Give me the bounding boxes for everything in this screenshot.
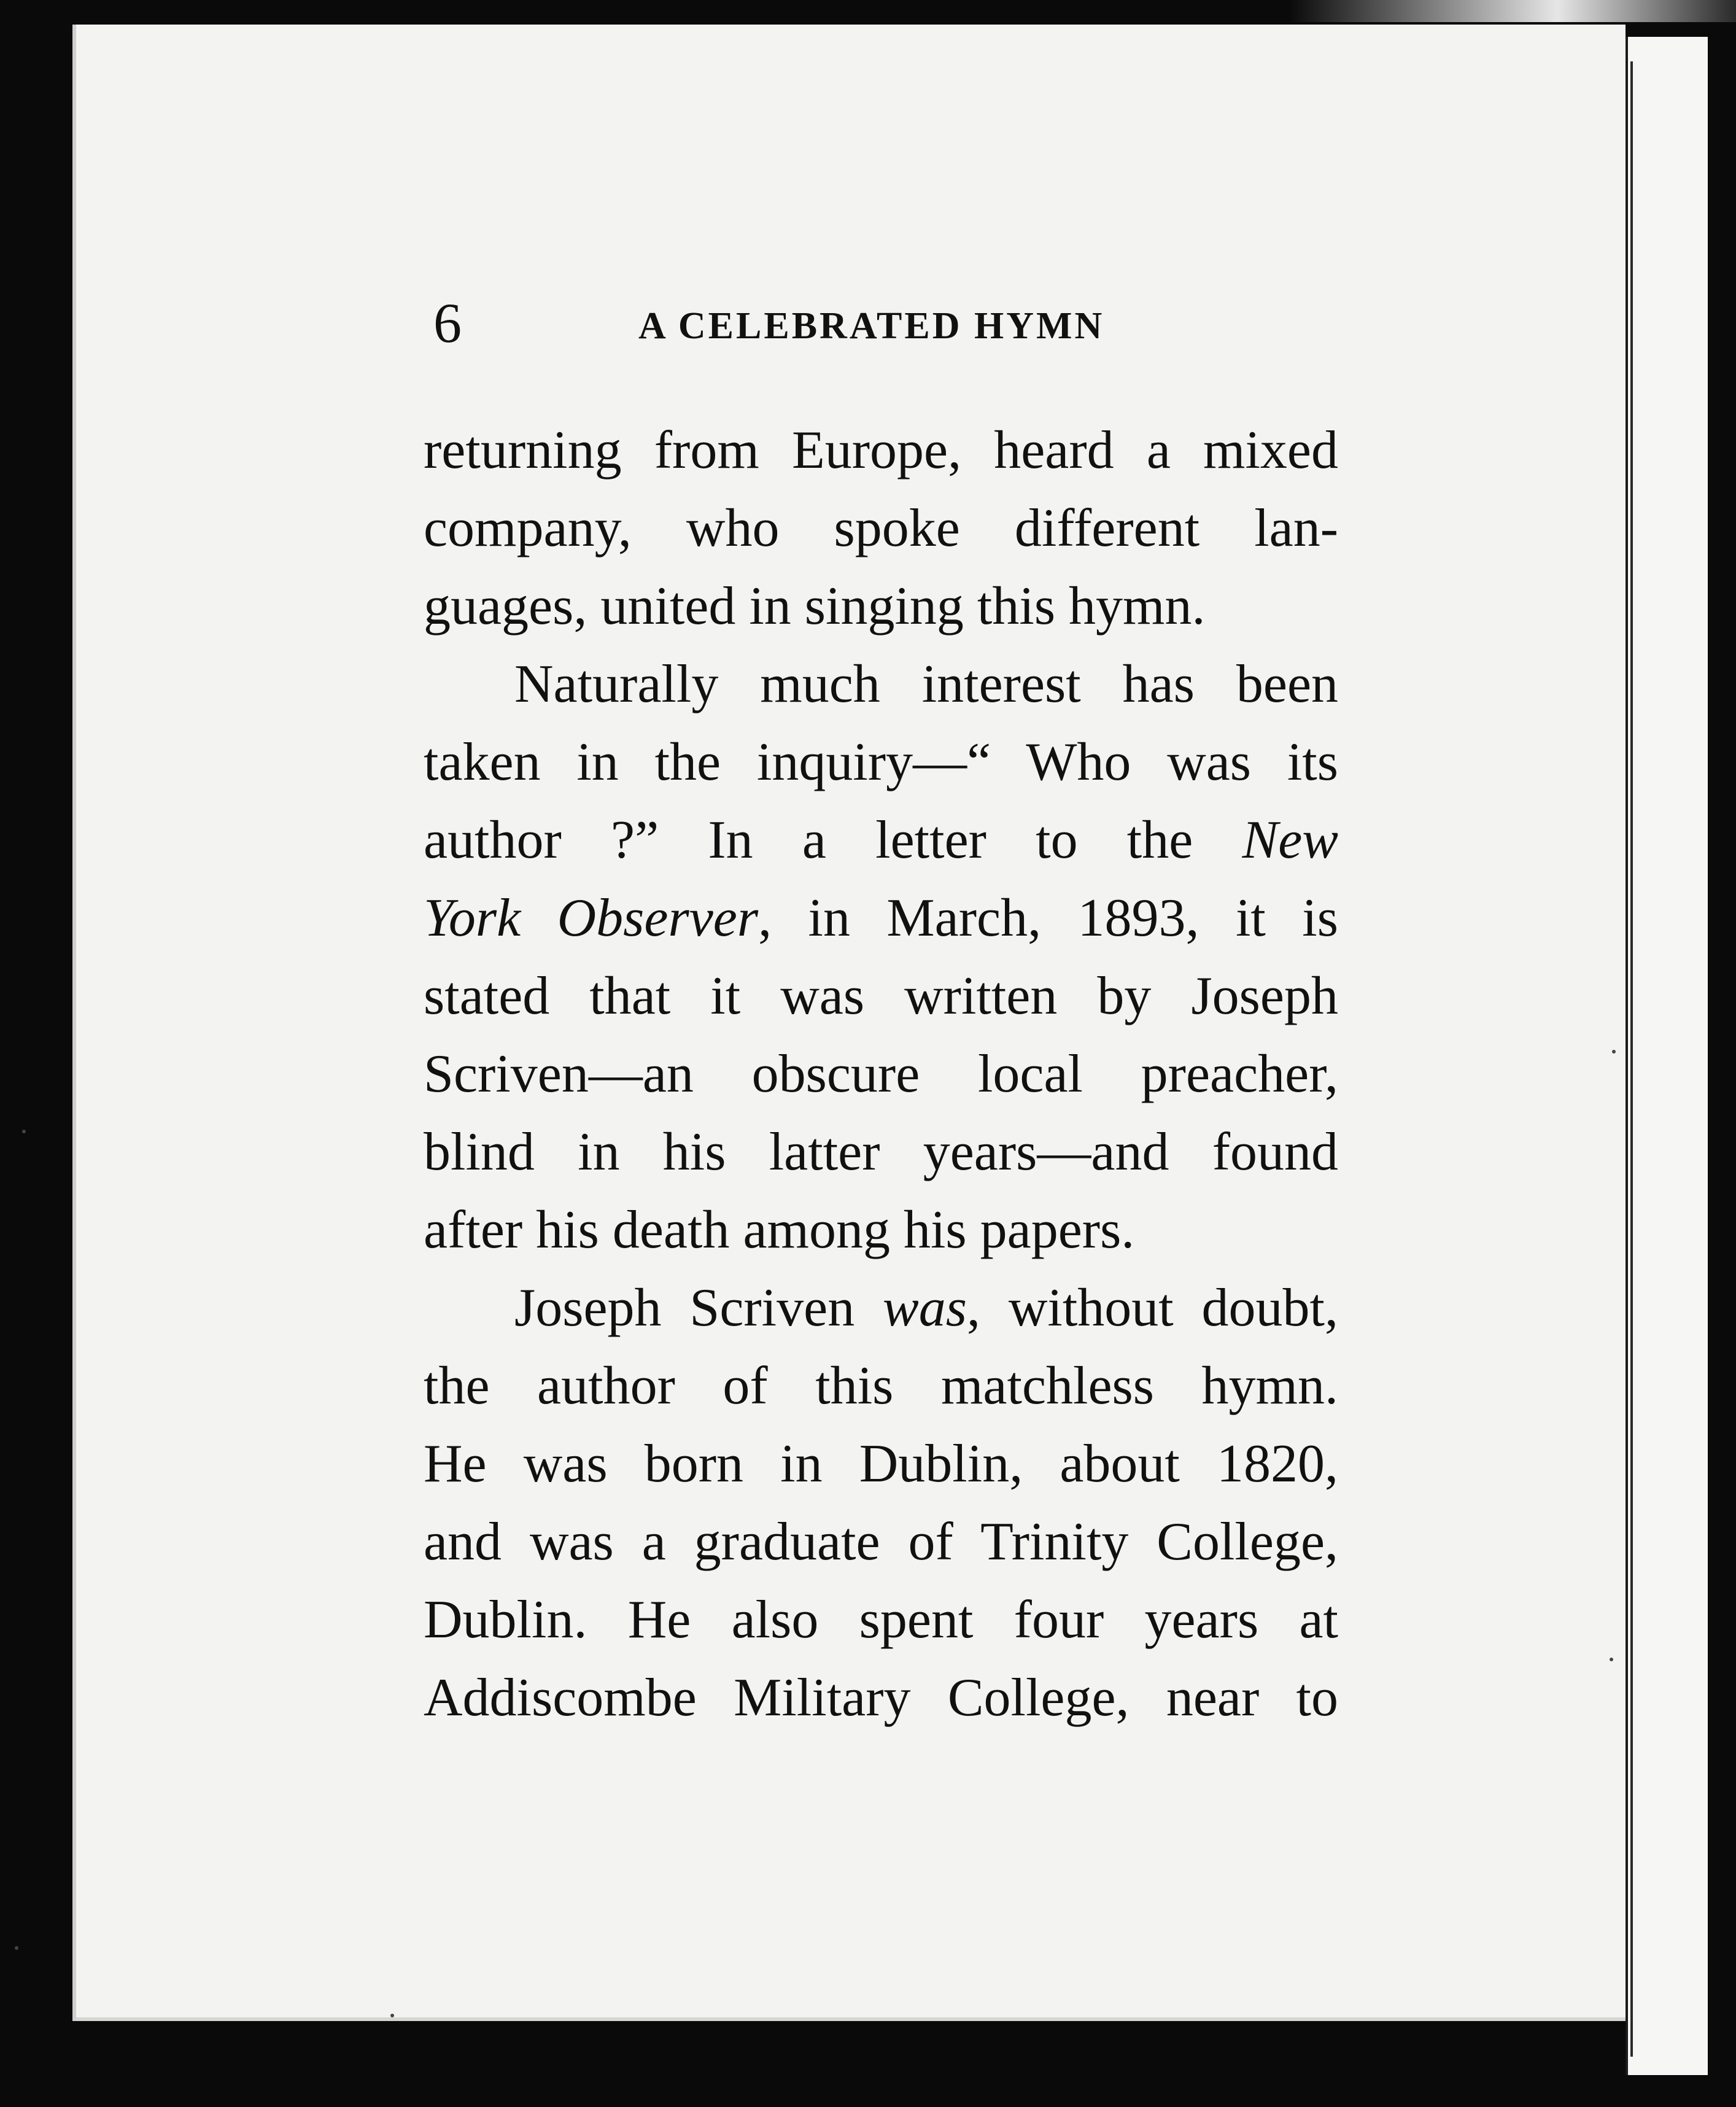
italic-new: New <box>1242 810 1338 870</box>
text-line-5: taken in the inquiry—“ Who was its <box>424 732 1338 792</box>
text-line-15: and was a graduate of Trinity College, <box>424 1512 1338 1572</box>
running-title: A CELEBRATED HYMN <box>638 305 1105 347</box>
text-line-3: guages, united in singing this hymn. <box>424 576 1206 636</box>
facing-page-rule <box>1630 61 1633 2057</box>
text-line-16: Dublin. He also spent four years at <box>424 1590 1338 1650</box>
text-line-1: returning from Europe, heard a mixed <box>424 421 1338 480</box>
scan-speck <box>22 1130 26 1133</box>
text-line-11: after his death among his papers. <box>424 1200 1135 1260</box>
text-line-12: Joseph Scriven was, without doubt, <box>514 1278 1338 1338</box>
italic-york-observer: York Observer <box>424 888 759 948</box>
text-line-7: York Observer, in March, 1893, it is <box>424 888 1338 948</box>
text-line-6: author ?” In a letter to the New <box>424 810 1338 870</box>
text-line-10: blind in his latter years—and found <box>424 1122 1338 1182</box>
text-line-9: Scriven—an obscure local preacher, <box>424 1044 1338 1104</box>
text-line-2: company, who spoke different lan- <box>424 499 1338 558</box>
text-line-13: the author of this matchless hymn. <box>424 1356 1338 1416</box>
body-text <box>424 411 1338 1737</box>
scan-speck <box>15 1946 18 1950</box>
page-number: 6 <box>433 292 462 354</box>
italic-was: was <box>883 1278 967 1338</box>
page-edge-top <box>1289 0 1736 22</box>
facing-page-edge <box>1626 37 1708 2075</box>
scan-speck <box>390 2014 394 2017</box>
text-line-4: Naturally much interest has been <box>514 654 1338 714</box>
text-line-14: He was born in Dublin, about 1820, <box>424 1434 1338 1494</box>
scan-speck <box>1612 1050 1616 1054</box>
text-line-8: stated that it was written by Joseph <box>424 966 1338 1026</box>
scan-speck <box>1610 1658 1613 1661</box>
text-line-17: Addiscombe Military College, near to <box>424 1668 1338 1728</box>
